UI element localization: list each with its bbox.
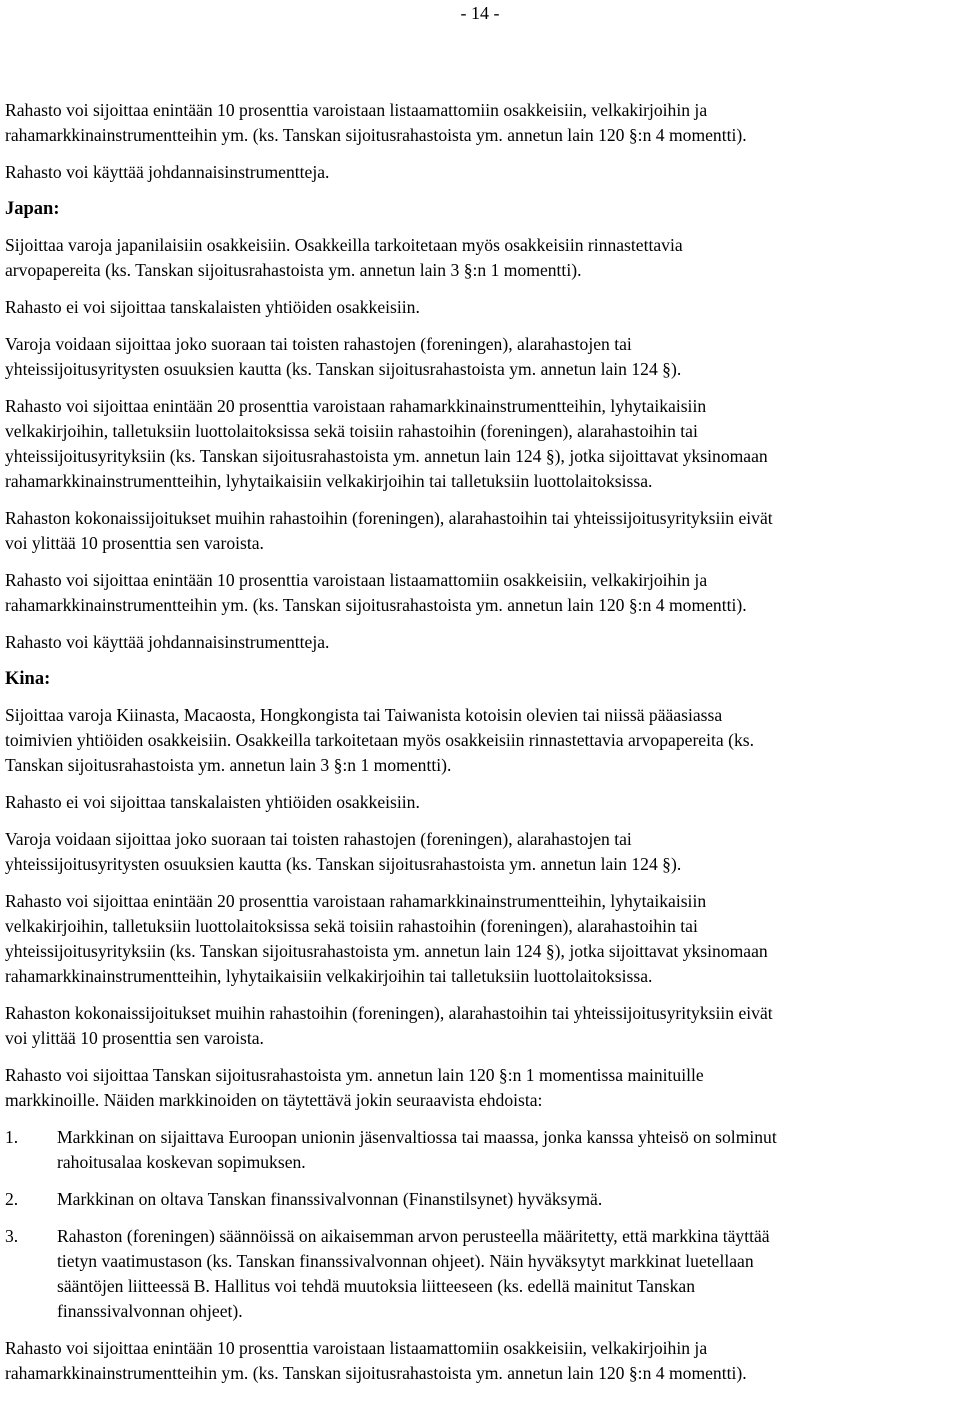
text-line: sääntöjen liitteessä B. Hallitus voi tehdä muutoksia liitteeseen (ks. edellä mainitut Tanskan [57, 1276, 696, 1296]
text-line: Rahasto voi sijoittaa enintään 20 prosenttia varoistaan rahamarkkinainstrumentteihin, lyhytaikaisiin [5, 891, 707, 911]
document-body [5, 98, 957, 1398]
paragraph [5, 394, 957, 494]
text-line: Rahasto voi sijoittaa enintään 10 prosenttia varoistaan listaamattomiin osakkeisiin, velkakirjoihin ja [5, 1338, 708, 1358]
numbered-list-item [5, 1224, 957, 1324]
list-item-text [57, 1125, 957, 1175]
text-line: yhteissijoitusyritysten osuuksien kautta (ks. Tanskan sijoitusrahastoista ym. annetun lain 124 §). [5, 854, 682, 874]
text-line: Rahaston kokonaissijoitukset muihin rahastoihin (foreningen), alarahastoihin tai yhteissijoitusyrityksiin eivät [5, 508, 773, 528]
text-line: Rahasto voi sijoittaa enintään 20 prosenttia varoistaan rahamarkkinainstrumentteihin, lyhytaikaisiin [5, 396, 707, 416]
text-line: yhteissijoitusyrityksiin (ks. Tanskan sijoitusrahastoista ym. annetun lain 124 §), jotka sijoittavat yksinomaan [5, 446, 768, 466]
text-line: arvopapereita (ks. Tanskan sijoitusrahastoista ym. annetun lain 3 §:n 1 momentti). [5, 260, 582, 280]
paragraph [5, 1336, 957, 1386]
text-line: Rahasto voi sijoittaa Tanskan sijoitusrahastoista ym. annetun lain 120 §:n 1 momentissa mainituille [5, 1065, 704, 1085]
text-line: Rahaston kokonaissijoitukset muihin rahastoihin (foreningen), alarahastoihin tai yhteissijoitusyrityksiin eivät [5, 1003, 773, 1023]
paragraph [5, 295, 957, 320]
numbered-list-item [5, 1125, 957, 1175]
section-heading: Kina: [5, 669, 51, 689]
list-item-number: 2. [5, 1189, 19, 1209]
text-line: velkakirjoihin, talletuksiin luottolaitoksissa sekä toisiin rahastoihin (foreningen), alarahastoihin tai [5, 916, 698, 936]
text-line: voi ylittää 10 prosenttia sen varoista. [5, 533, 264, 553]
text-line: rahamarkkinainstrumentteihin ym. (ks. Tanskan sijoitusrahastoista ym. annetun lain 120 §:n 4 momentti). [5, 595, 747, 615]
list-item-text [57, 1187, 957, 1212]
paragraph [5, 233, 957, 283]
text-line: rahamarkkinainstrumentteihin ym. (ks. Tanskan sijoitusrahastoista ym. annetun lain 120 §:n 4 momentti). [5, 1363, 747, 1383]
text-line: Sijoittaa varoja japanilaisiin osakkeisiin. Osakkeilla tarkoitetaan myös osakkeisiin rinnastettavia [5, 235, 683, 255]
text-line: finanssivalvonnan ohjeet). [57, 1301, 243, 1321]
paragraph [5, 1063, 957, 1113]
text-line: Varoja voidaan sijoittaa joko suoraan tai toisten rahastojen (foreningen), alarahastojen tai [5, 829, 632, 849]
text-line: rahamarkkinainstrumentteihin, lyhytaikaisiin velkakirjoihin tai talletuksiin luottolaitoksissa. [5, 471, 653, 491]
paragraph [5, 98, 957, 148]
text-line: toimivien yhtiöiden osakkeisiin. Osakkeilla tarkoitetaan myös osakkeisiin rinnastettavia arvopapereita (ks. [5, 730, 755, 750]
section-heading: Japan: [5, 199, 60, 219]
paragraph [5, 506, 957, 556]
text-line: voi ylittää 10 prosenttia sen varoista. [5, 1028, 264, 1048]
page-number: - 14 - [460, 3, 500, 23]
paragraph [5, 790, 957, 815]
text-line: yhteissijoitusyritysten osuuksien kautta (ks. Tanskan sijoitusrahastoista ym. annetun lain 124 §). [5, 359, 682, 379]
text-line: yhteissijoitusyrityksiin (ks. Tanskan sijoitusrahastoista ym. annetun lain 124 §), jotka sijoittavat yksinomaan [5, 941, 768, 961]
text-line: Varoja voidaan sijoittaa joko suoraan tai toisten rahastojen (foreningen), alarahastojen tai [5, 334, 632, 354]
text-line: Markkinan on oltava Tanskan finanssivalvonnan (Finanstilsynet) hyväksymä. [57, 1189, 603, 1209]
paragraph [5, 332, 957, 382]
text-line: rahamarkkinainstrumentteihin ym. (ks. Tanskan sijoitusrahastoista ym. annetun lain 120 §:n 4 momentti). [5, 125, 747, 145]
list-item-number: 1. [5, 1127, 19, 1147]
text-line: Rahasto ei voi sijoittaa tanskalaisten yhtiöiden osakkeisiin. [5, 297, 420, 317]
paragraph [5, 1001, 957, 1051]
text-line: Rahasto ei voi sijoittaa tanskalaisten yhtiöiden osakkeisiin. [5, 792, 420, 812]
text-line: Sijoittaa varoja Kiinasta, Macaosta, Hongkongista tai Taiwanista kotoisin olevien tai niissä pääasiassa [5, 705, 723, 725]
text-line: Rahasto voi käyttää johdannaisinstrumentteja. [5, 632, 330, 652]
paragraph [5, 827, 957, 877]
text-line: rahamarkkinainstrumentteihin, lyhytaikaisiin velkakirjoihin tai talletuksiin luottolaitoksissa. [5, 966, 653, 986]
text-line: markkinoille. Näiden markkinoiden on täytettävä jokin seuraavista ehdoista: [5, 1090, 543, 1110]
paragraph [5, 703, 957, 778]
text-line: tietyn vaatimustason (ks. Tanskan finanssivalvonnan ohjeet). Näin hyväksytyt markkinat luetellaan [57, 1251, 754, 1271]
numbered-list-item [5, 1187, 957, 1212]
text-line: Rahaston (foreningen) säännöissä on aikaisemman arvon perusteella määritetty, että markkina täyttää [57, 1226, 770, 1246]
list-item-number: 3. [5, 1226, 19, 1246]
paragraph [5, 160, 957, 185]
text-line: Rahasto voi sijoittaa enintään 10 prosenttia varoistaan listaamattomiin osakkeisiin, velkakirjoihin ja [5, 570, 708, 590]
text-line: velkakirjoihin, talletuksiin luottolaitoksissa sekä toisiin rahastoihin (foreningen), alarahastoihin tai [5, 421, 698, 441]
list-item-text [57, 1224, 957, 1324]
paragraph [5, 889, 957, 989]
text-line: Markkinan on sijaittava Euroopan unionin jäsenvaltiossa tai maassa, jonka kanssa yhteisö on solminut [57, 1127, 777, 1147]
text-line: Tanskan sijoitusrahastoista ym. annetun lain 3 §:n 1 momentti). [5, 755, 452, 775]
paragraph [5, 568, 957, 618]
text-line: Rahasto voi käyttää johdannaisinstrumentteja. [5, 162, 330, 182]
text-line: Rahasto voi sijoittaa enintään 10 prosenttia varoistaan listaamattomiin osakkeisiin, velkakirjoihin ja [5, 100, 708, 120]
text-line: rahoitusalaa koskevan sopimuksen. [57, 1152, 306, 1172]
paragraph [5, 630, 957, 655]
